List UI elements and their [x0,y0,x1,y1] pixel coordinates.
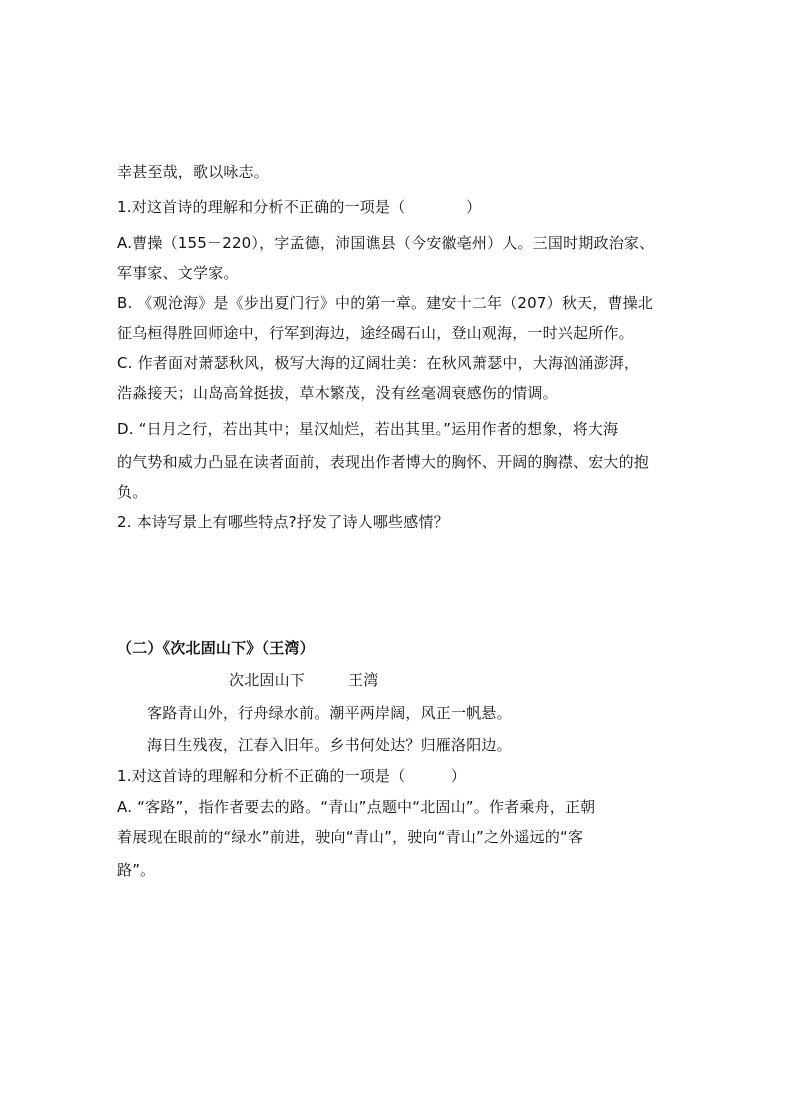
poem1-q1-option-c-line-1: C. 作者面对萧瑟秋风，极写大海的辽阔壮美：在秋风萧瑟中，大海汹涌澎湃， [117,354,640,372]
poem1-q1-option-a-line-2: 军事家、文学家。 [117,264,239,282]
poem2-q1-option-a-line-2: 着展现在眼前的“绿水”前进，驶向“青山”，驶向“青山”之外遥远的“客 [117,828,584,846]
poem1-q1-option-c-line-2: 浩淼接天；山岛高耸挺拔，草木繁茂，没有丝毫凋衰感伤的情调。 [117,384,558,402]
poem1-q1-option-b-line-2: 征乌桓得胜回师途中，行军到海边，途经碣石山，登山观海，一时兴起所作。 [117,324,634,342]
poem-title: 次北固山下 [229,671,306,689]
poem1-q1-option-d-line-1: D. “日月之行，若出其中；星汉灿烂，若出其里。”运用作者的想象，将大海 [117,420,619,438]
poem1-question-1-stem: 1.对这首诗的理解和分析不正确的一项是（ ） [117,198,482,216]
poem1-q1-option-d-line-3: 负。 [117,483,148,501]
poem2-question-1-stem: 1.对这首诗的理解和分析不正确的一项是（ ） [117,767,467,785]
section-heading: （二）《次北固山下》（王湾） [117,639,315,657]
poem1-closing-line: 幸甚至哉，歌以咏志。 [117,163,270,181]
poem2-q1-option-a-line-1: A. “客路”，指作者要去的路。“青山”点题中“北固山”。作者乘舟，正朝 [117,798,596,816]
poem1-q1-option-b-line-1: B. 《观沧海》是《步出夏门行》中的第一章。建安十二年（207）秋天，曹操北 [117,294,654,312]
poem2-q1-option-a-line-3: 路”。 [117,861,156,879]
poem-verse-2: 海日生残夜，江春入旧年。乡书何处达？归雁洛阳边。 [147,736,512,754]
poem1-question-2: 2. 本诗写景上有哪些特点?抒发了诗人哪些感情？ [117,513,449,531]
poem1-q1-option-d-line-2: 的气势和威力凸显在读者面前，表现出作者博大的胸怀、开阔的胸襟、宏大的抱 [117,453,650,471]
poem-author: 王湾 [348,671,379,689]
poem1-q1-option-a-line-1: A.曹操（155－220），字孟德，沛国谯县（今安徽亳州）人。三国时期政治家、 [117,234,655,252]
poem-verse-1: 客路青山外，行舟绿水前。潮平两岸阔，风正一帆悬。 [147,704,512,722]
